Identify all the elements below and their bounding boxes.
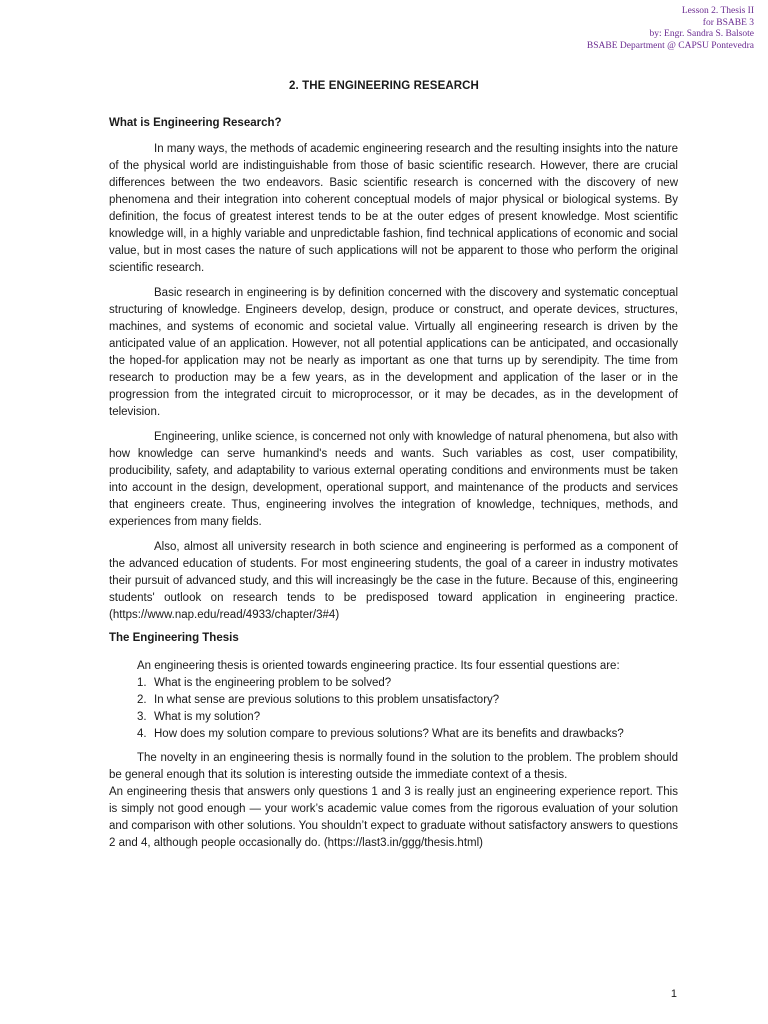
page-number: 1 [670, 988, 677, 1000]
paragraph: Basic research in engineering is by definition concerned with the discovery and systematic conceptual structuring of knowledge. Engineers develop, design, produce or construct, and operate devices, structures, machines, and systems of economic and societal value. Virtually all engineering research is driven by the anticipated value of an application. However, not all potential applications can be anticipated, and occasionally the hoped-for application may not be nearly as important as one that turns up by serendipity. The time from research to production may be a few years, as in the development and application of the laser or in the progression from the integrated circuit to microprocessor, or it may be decades, as in the development of television. [109, 287, 678, 418]
list-text: How does my solution compare to previous solutions? What are its benefits and drawbacks? [154, 728, 624, 740]
page-header [587, 6, 754, 52]
paragraph: Engineering, unlike science, is concerned not only with knowledge of natural phenomena, but also with how knowledge can serve humankind's needs and wants. Such variables as cost, user compatibility, producibility, safety, and adaptability to various external operating conditions and environments must be taken into account in the design, development, operational support, and maintenance of the products and services that engineers create. Thus, engineering involves the integration of knowledge, techniques, methods, and experiences from many fields. [109, 431, 678, 528]
questions-list [137, 675, 624, 743]
document-title: 2. THE ENGINEERING RESEARCH [289, 80, 479, 92]
section-heading-engineering-thesis: The Engineering Thesis [109, 632, 239, 644]
list-text: In what sense are previous solutions to this problem unsatisfactory? [154, 694, 500, 706]
header-line-lesson: Lesson 2. Thesis II [681, 6, 754, 16]
list-text: What is the engineering problem to be solved? [154, 677, 392, 689]
list-item [137, 692, 624, 709]
paragraph: In many ways, the methods of academic engineering research and the resulting insights into the nature of the physical world are indistinguishable from those of basic scientific research. However, there are crucial differences between the two endeavors. Basic scientific research is concerned with the discovery of new phenomena and their integration into coherent conceptual models of major physical or biological systems. By definition, the focus of greatest interest tends to be at the outer edges of present knowledge. Most scientific knowledge will, in a highly variable and unpredictable fashion, find technical applications of economic and social value, but in most cases the nature of such applications will not be apparent to those who perform the original scientific research. [109, 143, 678, 274]
list-number: 1. [137, 677, 147, 689]
thesis-intro: An engineering thesis is oriented towards engineering practice. Its four essential questions are: [137, 660, 620, 672]
header-line-department: BSABE Department @ CAPSU Pontevedra [586, 40, 754, 51]
list-item [137, 709, 624, 726]
paragraph: Also, almost all university research in both science and engineering is performed as a component of the advanced education of students. For most engineering students, the goal of a career in industry motivates their pursuit of advanced study, and this will increasingly be the case in the future. Because of this, engineering students' outlook on research tends to be predisposed toward application in engineering practice. (https://www.nap.edu/read/4933/chapter/3#4) [109, 541, 678, 621]
list-number: 3. [137, 711, 147, 723]
section-heading-engineering-research: What is Engineering Research? [109, 117, 282, 129]
paragraph: The novelty in an engineering thesis is normally found in the solution to the problem. The problem should be general enough that its solution is interesting outside the immediate context of a thesis. [109, 752, 678, 781]
header-line-author: by: Engr. Sandra S. Balsote [649, 29, 754, 39]
list-item [137, 726, 624, 743]
header-line-course: for BSABE 3 [702, 17, 754, 28]
list-text: What is my solution? [154, 711, 261, 723]
list-item [137, 675, 624, 692]
paragraph: An engineering thesis that answers only questions 1 and 3 is really just an engineering experience report. This is simply not good enough — your work’s academic value comes from the rigorous evaluation of your solution and comparison with other solutions. You shouldn’t expect to graduate without satisfactory answers to questions 2 and 4, although people occasionally do. (https://last3.in/ggg/thesis.html) [109, 786, 678, 849]
list-number: 4. [137, 728, 147, 740]
list-number: 2. [137, 694, 147, 706]
